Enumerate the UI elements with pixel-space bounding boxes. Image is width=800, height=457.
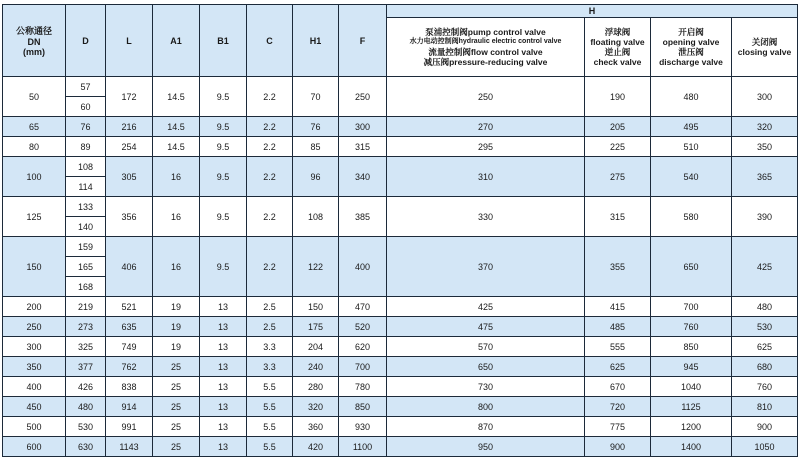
h-header: H [387,5,798,18]
h1-cell: 175 [293,317,339,337]
d-cell: 76 [66,117,106,137]
floating-cell: 900 [585,437,651,457]
opening-cell: 1040 [651,377,732,397]
l-cell: 172 [106,77,153,117]
h1-cell: 108 [293,197,339,237]
closing-cell: 425 [732,237,798,297]
table-body [3,77,798,457]
closing-cell: 320 [732,117,798,137]
opening-cell: 760 [651,317,732,337]
h1-cell: 96 [293,157,339,197]
h1-cell: 76 [293,117,339,137]
a1-cell: 14.5 [153,77,200,117]
l-header: L [106,5,153,77]
floating-cell: 205 [585,117,651,137]
d-cell: 480 [66,397,106,417]
opening-cell: 495 [651,117,732,137]
f-cell: 700 [339,357,387,377]
h1-cell: 320 [293,397,339,417]
floating-cell: 555 [585,337,651,357]
c-header: C [247,5,293,77]
floating-header-line-3: 逆止阀 [604,47,631,57]
pump-header-line-3: 流量控制阀flow control valve [428,47,543,57]
floating-cell: 485 [585,317,651,337]
floating-valve-header [585,18,651,77]
f-cell: 620 [339,337,387,357]
f-cell: 1100 [339,437,387,457]
dn-cell: 400 [3,377,66,397]
b1-cell: 13 [200,437,247,457]
dn-cell: 80 [3,137,66,157]
l-cell: 838 [106,377,153,397]
d-cell: 140 [66,217,106,237]
opening-cell: 1200 [651,417,732,437]
h1-header: H1 [293,5,339,77]
f-cell: 300 [339,117,387,137]
dn-cell: 65 [3,117,66,137]
table-row [3,337,798,357]
dn-cell: 100 [3,157,66,197]
dn-cell: 200 [3,297,66,317]
table-row [3,117,798,137]
l-cell: 635 [106,317,153,337]
a1-cell: 25 [153,357,200,377]
b1-header: B1 [200,5,247,77]
f-cell: 780 [339,377,387,397]
floating-cell: 775 [585,417,651,437]
opening-cell: 700 [651,297,732,317]
dn-cell: 125 [3,197,66,237]
pump-cell: 370 [387,237,585,297]
closing-cell: 480 [732,297,798,317]
opening-cell: 1125 [651,397,732,417]
table-row [3,417,798,437]
a1-cell: 25 [153,437,200,457]
l-cell: 991 [106,417,153,437]
l-cell: 1143 [106,437,153,457]
f-cell: 930 [339,417,387,437]
h1-cell: 240 [293,357,339,377]
closing-cell: 530 [732,317,798,337]
table-row [3,357,798,377]
dn-cell: 250 [3,317,66,337]
b1-cell: 9.5 [200,157,247,197]
c-cell: 5.5 [247,417,293,437]
floating-cell: 355 [585,237,651,297]
table-row [3,197,798,217]
c-cell: 2.5 [247,317,293,337]
pump-cell: 250 [387,77,585,117]
a1-cell: 19 [153,337,200,357]
opening-header-line-3: 泄压阀 [678,47,704,57]
c-cell: 2.2 [247,137,293,157]
b1-cell: 13 [200,417,247,437]
a1-cell: 19 [153,317,200,337]
d-cell: 159 [66,237,106,257]
l-cell: 749 [106,337,153,357]
h1-cell: 70 [293,77,339,117]
dn-header-line-1: 公称通径 [15,26,52,36]
pump-cell: 475 [387,317,585,337]
a1-cell: 14.5 [153,137,200,157]
pump-cell: 650 [387,357,585,377]
pump-cell: 425 [387,297,585,317]
dn-cell: 500 [3,417,66,437]
c-cell: 2.2 [247,237,293,297]
c-cell: 3.3 [247,357,293,377]
pump-cell: 570 [387,337,585,357]
b1-cell: 13 [200,337,247,357]
closing-cell: 625 [732,337,798,357]
pump-cell: 270 [387,117,585,137]
closing-cell: 760 [732,377,798,397]
a1-cell: 16 [153,157,200,197]
h1-cell: 280 [293,377,339,397]
h1-cell: 85 [293,137,339,157]
opening-header-line-1: 开启阀 [678,27,704,37]
l-cell: 762 [106,357,153,377]
closing-cell: 350 [732,137,798,157]
h1-cell: 122 [293,237,339,297]
d-cell: 273 [66,317,106,337]
floating-cell: 190 [585,77,651,117]
pump-cell: 870 [387,417,585,437]
floating-header-line-1: 浮球阀 [604,27,631,37]
l-cell: 305 [106,157,153,197]
a1-cell: 16 [153,197,200,237]
c-cell: 2.2 [247,117,293,137]
b1-cell: 13 [200,317,247,337]
l-cell: 406 [106,237,153,297]
d-header: D [66,5,106,77]
h1-cell: 150 [293,297,339,317]
closing-cell: 365 [732,157,798,197]
d-cell: 60 [66,97,106,117]
l-cell: 254 [106,137,153,157]
pump-header-line-4: 减压阀pressure-reducing valve [423,57,548,67]
table-row [3,237,798,257]
f-cell: 470 [339,297,387,317]
closing-valve-header [732,18,798,77]
pump-header-line-1: 泵浦控制阀pump control valve [425,27,546,37]
closing-cell: 1050 [732,437,798,457]
b1-cell: 9.5 [200,197,247,237]
a1-cell: 19 [153,297,200,317]
opening-cell: 480 [651,77,732,117]
f-cell: 850 [339,397,387,417]
pump-cell: 800 [387,397,585,417]
a1-cell: 25 [153,417,200,437]
c-cell: 2.5 [247,297,293,317]
pump-valve-header [387,18,585,77]
h1-cell: 420 [293,437,339,457]
pump-header-line-2: 水力电动控制阀hydraulic electric control valve [409,38,562,45]
f-cell: 315 [339,137,387,157]
opening-valve-header [651,18,732,77]
closing-header-line-2: closing valve [737,47,792,57]
l-cell: 216 [106,117,153,137]
pump-cell: 330 [387,197,585,237]
dn-header [3,5,66,77]
a1-cell: 25 [153,397,200,417]
d-cell: 108 [66,157,106,177]
table-row [3,157,798,177]
floating-cell: 720 [585,397,651,417]
b1-cell: 13 [200,357,247,377]
f-header: F [339,5,387,77]
l-cell: 914 [106,397,153,417]
opening-header-line-2: opening valve [662,37,720,47]
f-cell: 340 [339,157,387,197]
table-row [3,437,798,457]
closing-cell: 680 [732,357,798,377]
floating-cell: 415 [585,297,651,317]
closing-cell: 300 [732,77,798,117]
table-row [3,317,798,337]
l-cell: 521 [106,297,153,317]
f-cell: 520 [339,317,387,337]
d-cell: 133 [66,197,106,217]
d-cell: 377 [66,357,106,377]
l-cell: 356 [106,197,153,237]
floating-cell: 625 [585,357,651,377]
dn-cell: 450 [3,397,66,417]
b1-cell: 13 [200,397,247,417]
floating-cell: 225 [585,137,651,157]
closing-cell: 810 [732,397,798,417]
floating-cell: 315 [585,197,651,237]
valve-dimension-table [2,4,798,457]
opening-cell: 945 [651,357,732,377]
d-cell: 168 [66,277,106,297]
floating-cell: 670 [585,377,651,397]
pump-cell: 295 [387,137,585,157]
dimension-table-wrapper [2,4,798,457]
d-cell: 114 [66,177,106,197]
opening-cell: 850 [651,337,732,357]
h1-cell: 360 [293,417,339,437]
b1-cell: 9.5 [200,237,247,297]
closing-header-line-1: 关闭阀 [751,37,778,47]
pump-cell: 950 [387,437,585,457]
b1-cell: 13 [200,297,247,317]
d-cell: 530 [66,417,106,437]
pump-cell: 730 [387,377,585,397]
d-cell: 325 [66,337,106,357]
closing-cell: 390 [732,197,798,237]
opening-cell: 580 [651,197,732,237]
dn-cell: 600 [3,437,66,457]
a1-header: A1 [153,5,200,77]
dn-header-line-3: (mm) [23,47,45,57]
b1-cell: 9.5 [200,117,247,137]
b1-cell: 9.5 [200,137,247,157]
a1-cell: 14.5 [153,117,200,137]
table-row [3,77,798,97]
b1-cell: 13 [200,377,247,397]
f-cell: 400 [339,237,387,297]
dn-header-line-2: DN [27,37,41,47]
a1-cell: 25 [153,377,200,397]
pump-cell: 310 [387,157,585,197]
d-cell: 219 [66,297,106,317]
c-cell: 2.2 [247,197,293,237]
c-cell: 2.2 [247,157,293,197]
f-cell: 250 [339,77,387,117]
dn-cell: 350 [3,357,66,377]
h1-cell: 204 [293,337,339,357]
opening-cell: 650 [651,237,732,297]
table-row [3,397,798,417]
a1-cell: 16 [153,237,200,297]
opening-cell: 1400 [651,437,732,457]
c-cell: 5.5 [247,377,293,397]
d-cell: 426 [66,377,106,397]
floating-header-line-4: check valve [593,57,642,67]
table-row [3,297,798,317]
c-cell: 5.5 [247,397,293,417]
dn-cell: 50 [3,77,66,117]
opening-cell: 540 [651,157,732,197]
b1-cell: 9.5 [200,77,247,117]
dn-cell: 150 [3,237,66,297]
d-cell: 165 [66,257,106,277]
floating-cell: 275 [585,157,651,197]
d-cell: 89 [66,137,106,157]
dn-cell: 300 [3,337,66,357]
closing-cell: 900 [732,417,798,437]
table-row [3,377,798,397]
d-cell: 57 [66,77,106,97]
c-cell: 5.5 [247,437,293,457]
table-header [3,5,798,77]
d-cell: 630 [66,437,106,457]
c-cell: 2.2 [247,77,293,117]
f-cell: 385 [339,197,387,237]
opening-header-line-4: discharge valve [659,57,723,67]
table-row [3,137,798,157]
opening-cell: 510 [651,137,732,157]
c-cell: 3.3 [247,337,293,357]
floating-header-line-2: floating valve [590,37,645,47]
